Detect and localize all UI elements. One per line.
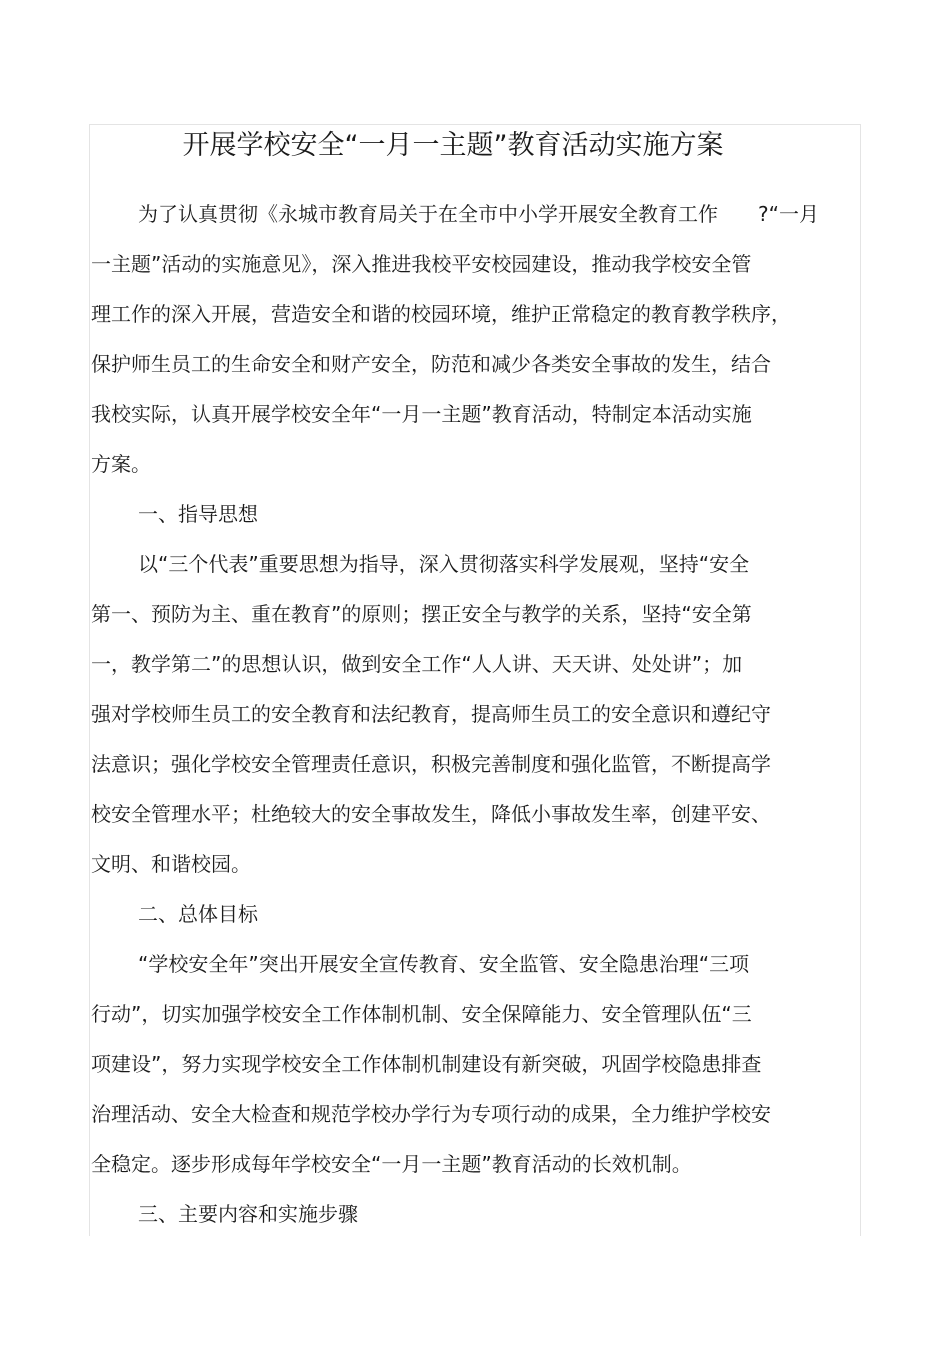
paragraph-line: 方案。 (91, 452, 151, 476)
paragraph-line: 全稳定。逐步形成每年学校安全“一月一主题”教育活动的长效机制。 (91, 1152, 692, 1176)
paragraph-line: 理工作的深入开展，营造安全和谐的校园环境，维护正常稳定的教育教学秩序， (91, 302, 791, 326)
section-heading: 三、主要内容和实施步骤 (138, 1202, 358, 1226)
paragraph-line: 我校实际，认真开展学校安全年“一月一主题”教育活动，特制定本活动实施 (91, 402, 752, 426)
paragraph-line: 一主题”活动的实施意见》，深入推进我校平安校园建设，推动我学校安全管 (91, 252, 752, 276)
paragraph-line: 文明、和谐校园。 (91, 852, 251, 876)
paragraph-line: 校安全管理水平；杜绝较大的安全事故发生，降低小事故发生率，创建平安、 (91, 802, 771, 826)
paragraph-line: 为了认真贯彻《永城市教育局关于在全市中小学开展安全教育工作 ?“一月 (138, 202, 819, 226)
paragraph-line: 保护师生员工的生命安全和财产安全，防范和减少各类安全事故的发生，结合 (91, 352, 771, 376)
section-heading: 二、总体目标 (138, 902, 258, 926)
page-frame-top (89, 124, 861, 125)
paragraph-line: 以“三个代表”重要思想为指导，深入贯彻落实科学发展观，坚持“安全 (138, 552, 750, 576)
page-frame-right (860, 124, 861, 1236)
paragraph-line: 行动”，切实加强学校安全工作体制机制、安全保障能力、安全管理队伍“三 (91, 1002, 752, 1026)
section-heading: 一、指导思想 (138, 502, 258, 526)
paragraph-line: 项建设”，努力实现学校安全工作体制机制建设有新突破，巩固学校隐患排查 (91, 1052, 762, 1076)
paragraph-line: 法意识；强化学校安全管理责任意识，积极完善制度和强化监管，不断提高学 (91, 752, 771, 776)
paragraph-line: 强对学校师生员工的安全教育和法纪教育，提高师生员工的安全意识和遵纪守 (91, 702, 771, 726)
page-frame-left (89, 124, 90, 1236)
paragraph-line: 第一、预防为主、重在教育”的原则；摆正安全与教学的关系，坚持“安全第 (91, 602, 752, 626)
paragraph-line: 一，教学第二”的思想认识，做到安全工作“人人讲、天天讲、处处讲”；加 (91, 652, 743, 676)
paragraph-line: 治理活动、安全大检查和规范学校办学行为专项行动的成果，全力维护学校安 (91, 1102, 771, 1126)
paragraph-line: “学校安全年”突出开展安全宣传教育、安全监管、安全隐患治理“三项 (138, 952, 750, 976)
document-title: 开展学校安全“一月一主题”教育活动实施方案 (182, 130, 724, 161)
